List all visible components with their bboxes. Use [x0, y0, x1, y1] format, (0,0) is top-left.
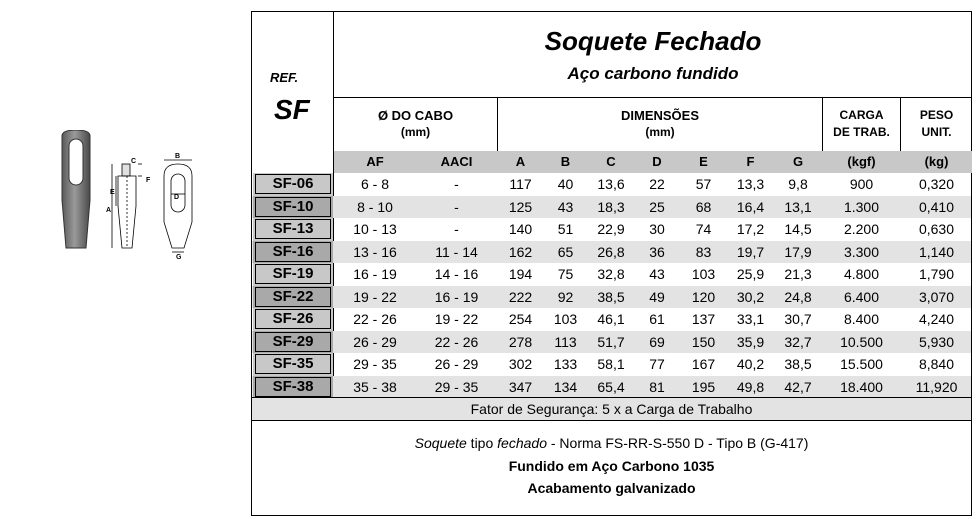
- cell-g: 13,1: [784, 198, 812, 215]
- cell-f: 40,2: [736, 356, 765, 372]
- cell-c: 65,4: [597, 378, 625, 395]
- row-ref-box: [255, 242, 331, 262]
- row-ref-box: [255, 332, 331, 352]
- cell-af: 29 - 35: [353, 356, 397, 372]
- socket-illustration: [46, 130, 206, 260]
- cell-b: 103: [553, 311, 578, 327]
- cell-b: 92: [557, 288, 574, 305]
- cell-f: 35,9: [736, 333, 765, 350]
- cell-e: 83: [695, 243, 712, 260]
- group-header-diameter-title: Ø DO CABO: [377, 108, 454, 123]
- group-header-weight-unit: UNIT.: [921, 125, 952, 139]
- socket-front-drawing: [164, 160, 192, 252]
- cell-e: 195: [691, 378, 716, 395]
- group-header-dimensions-unit: (mm): [645, 125, 675, 139]
- note-material: Fundido em Aço Carbono 1035: [508, 458, 715, 474]
- cell-d: 36: [649, 243, 665, 260]
- cell-weight: 5,930: [918, 333, 955, 350]
- column-header-e: E: [699, 154, 708, 169]
- cell-d: 49: [649, 288, 665, 305]
- cell-b: 65: [557, 243, 574, 260]
- page-subtitle: Aço carbono fundido: [567, 64, 739, 83]
- column-header-g: G: [792, 154, 804, 169]
- cell-af: 13 - 16: [353, 243, 397, 260]
- cell-g: 14,5: [784, 221, 812, 237]
- cell-e: 167: [691, 356, 716, 372]
- row-ref: SF-29: [253, 331, 333, 354]
- row-ref-box: [255, 354, 331, 374]
- cell-af: 10 - 13: [353, 221, 397, 237]
- group-header-load: [823, 98, 900, 150]
- cell-af: 26 - 29: [353, 333, 397, 350]
- row-ref: SF-35: [253, 353, 333, 376]
- row-ref-box: [255, 377, 331, 397]
- cell-d: 22: [649, 176, 665, 192]
- cell-af: 8 - 10: [357, 198, 393, 215]
- row-ref: SF-06: [253, 173, 333, 196]
- cell-aaci: 14 - 16: [434, 266, 479, 282]
- row-ref-box: [255, 287, 331, 307]
- cell-f: 30,2: [736, 288, 765, 305]
- cell-c: 22,9: [597, 221, 625, 237]
- cell-b: 40: [557, 176, 574, 192]
- cell-weight: 1,790: [918, 266, 955, 282]
- table-row: [252, 218, 971, 241]
- note-finish: Acabamento galvanizado: [527, 480, 696, 496]
- column-header-kgf: (kgf): [847, 154, 876, 169]
- table-row: [252, 173, 971, 196]
- cell-e: 103: [691, 266, 716, 282]
- illustration-label-b: B: [175, 153, 181, 160]
- cell-g: 30,7: [784, 311, 812, 327]
- cell-c: 26,8: [597, 243, 625, 260]
- cell-af: 22 - 26: [353, 311, 397, 327]
- cell-weight: 3,070: [918, 288, 955, 305]
- row-ref: SF-22: [253, 286, 333, 309]
- cell-load: 3.300: [843, 243, 880, 260]
- cell-weight: 11,920: [915, 378, 958, 395]
- cell-c: 13,6: [597, 176, 625, 192]
- column-header-f: F: [746, 154, 755, 169]
- cell-b: 113: [554, 333, 577, 350]
- group-header-diameter-unit: (mm): [400, 125, 431, 139]
- cell-g: 32,7: [784, 333, 812, 350]
- cell-f: 19,7: [736, 243, 765, 260]
- cell-a: 222: [508, 288, 533, 305]
- cell-load: 8.400: [843, 311, 880, 327]
- note-standard: [252, 435, 971, 451]
- group-header-load-unit: DE TRAB.: [833, 125, 890, 139]
- ref-value: SF: [274, 94, 310, 125]
- note-standard-text-a: tipo: [466, 435, 498, 451]
- cell-a: 347: [508, 378, 533, 395]
- column-header-c: C: [606, 154, 616, 169]
- table-row: [252, 263, 971, 286]
- cell-load: 4.800: [843, 266, 880, 282]
- ref-label: REF.: [270, 70, 299, 85]
- cell-aaci: 19 - 22: [434, 311, 479, 327]
- cell-c: 32,8: [597, 266, 625, 282]
- cell-g: 38,5: [784, 356, 812, 372]
- note-standard-type: fechado: [497, 435, 547, 451]
- table-row: [252, 353, 971, 376]
- cell-a: 162: [508, 243, 533, 260]
- cell-load: 15.500: [840, 356, 883, 372]
- cell-d: 61: [649, 311, 665, 327]
- cell-weight: 4,240: [918, 311, 955, 327]
- column-header-aaci: AACI: [440, 154, 473, 169]
- table-row: [252, 331, 971, 354]
- row-ref-box: [255, 264, 331, 284]
- table-row: [252, 196, 971, 219]
- cell-d: 77: [649, 356, 665, 372]
- cell-e: 137: [691, 311, 716, 327]
- notes-section: [252, 421, 971, 515]
- cell-g: 9,8: [788, 176, 808, 192]
- cell-a: 278: [508, 333, 533, 350]
- illustration-label-d: D: [174, 194, 180, 201]
- cell-c: 51,7: [597, 333, 625, 350]
- cell-b: 51: [557, 221, 574, 237]
- cell-weight: 0,410: [918, 198, 955, 215]
- cell-load: 6.400: [843, 288, 880, 305]
- cell-d: 81: [649, 378, 665, 395]
- cell-b: 43: [557, 198, 574, 215]
- cell-e: 120: [691, 288, 716, 305]
- cell-weight: 0,630: [918, 221, 955, 237]
- cell-f: 17,2: [736, 221, 765, 237]
- cell-af: 19 - 22: [353, 288, 397, 305]
- illustration-label-a: A: [106, 207, 112, 214]
- cell-e: 74: [695, 221, 712, 237]
- cell-a: 194: [508, 266, 533, 282]
- cell-e: 68: [695, 198, 712, 215]
- cell-f: 16,4: [736, 198, 765, 215]
- group-header-load-title: CARGA: [839, 108, 884, 122]
- group-header-dimensions-title: DIMENSÕES: [620, 108, 699, 123]
- illustration-label-c: C: [131, 158, 137, 165]
- table-row: [252, 286, 971, 309]
- group-header-dimensions: [498, 98, 822, 150]
- cell-aaci: 29 - 35: [434, 378, 479, 395]
- cell-e: 57: [695, 176, 712, 192]
- row-ref: SF-10: [253, 196, 333, 219]
- cell-aaci: -: [454, 176, 459, 192]
- spec-table: [251, 11, 972, 516]
- cell-load: 1.300: [843, 198, 880, 215]
- row-ref-box: [255, 309, 331, 329]
- illustration-label-g: G: [176, 254, 182, 260]
- cell-aaci: 22 - 26: [434, 333, 479, 350]
- column-header-d: D: [652, 154, 662, 169]
- cell-a: 302: [508, 356, 533, 372]
- cell-e: 150: [691, 333, 716, 350]
- cell-load: 2.200: [843, 221, 880, 237]
- cell-c: 58,1: [597, 356, 625, 372]
- cell-aaci: 16 - 19: [434, 288, 479, 305]
- socket-side-drawing: [112, 164, 142, 248]
- cell-af: 35 - 38: [353, 378, 397, 395]
- cell-d: 30: [649, 221, 665, 237]
- note-standard-text-b: - Norma FS-RR-S-550 D - Tipo B (G-417): [546, 435, 809, 451]
- cell-af: 16 - 19: [353, 266, 397, 282]
- cell-g: 17,9: [784, 243, 812, 260]
- row-ref: SF-38: [253, 376, 333, 399]
- column-header-kg: (kg): [924, 154, 949, 169]
- cell-aaci: 26 - 29: [434, 356, 479, 372]
- cell-aaci: -: [454, 221, 459, 237]
- group-header-weight-title: PESO: [919, 108, 954, 122]
- cell-a: 125: [508, 198, 533, 215]
- page-title: Soquete Fechado: [544, 26, 762, 56]
- cell-b: 133: [553, 356, 578, 372]
- cell-weight: 0,320: [918, 176, 955, 192]
- row-ref: SF-13: [253, 218, 333, 241]
- row-ref-box: [255, 219, 331, 239]
- cell-load: 18.400: [840, 378, 883, 395]
- cell-g: 21,3: [784, 266, 812, 282]
- group-header-diameter: [334, 98, 497, 150]
- cell-weight: 1,140: [918, 243, 955, 260]
- cell-g: 24,8: [784, 288, 812, 305]
- cell-d: 43: [649, 266, 665, 282]
- column-header-b: B: [560, 154, 571, 169]
- cell-af: 6 - 8: [360, 176, 389, 192]
- table-row: [252, 376, 971, 399]
- illustration-label-f: F: [146, 177, 151, 184]
- cell-aaci: -: [454, 198, 459, 215]
- cell-b: 75: [557, 266, 574, 282]
- cell-f: 13,3: [736, 176, 765, 192]
- column-header-a: A: [515, 154, 526, 169]
- cell-c: 46,1: [597, 311, 625, 327]
- cell-c: 18,3: [597, 198, 625, 215]
- note-standard-product: Soquete: [414, 435, 467, 451]
- column-header-af: AF: [366, 154, 384, 169]
- cell-f: 49,8: [736, 378, 765, 395]
- cell-weight: 8,840: [918, 356, 955, 372]
- row-ref-box: [255, 174, 331, 194]
- safety-factor-note: Fator de Segurança: 5 x a Carga de Trabalho: [252, 398, 971, 420]
- cell-d: 25: [649, 198, 665, 215]
- illustration-label-e: E: [110, 189, 115, 196]
- cell-a: 140: [508, 221, 533, 237]
- cell-a: 117: [509, 176, 532, 192]
- row-ref: SF-19: [253, 263, 333, 286]
- cell-aaci: 11 - 14: [435, 243, 478, 260]
- cell-f: 25,9: [736, 266, 765, 282]
- row-ref: SF-26: [253, 308, 333, 331]
- cell-load: 900: [849, 176, 874, 192]
- row-ref-box: [255, 197, 331, 217]
- table-row: [252, 241, 971, 264]
- cell-f: 33,1: [736, 311, 765, 327]
- cell-b: 134: [553, 378, 578, 395]
- table-row: [252, 308, 971, 331]
- cell-c: 38,5: [597, 288, 625, 305]
- socket-photo: [62, 130, 90, 248]
- cell-g: 42,7: [784, 378, 812, 395]
- cell-load: 10.500: [840, 333, 883, 350]
- cell-d: 69: [649, 333, 665, 350]
- group-header-weight: [901, 98, 972, 150]
- row-ref: SF-16: [253, 241, 333, 264]
- cell-a: 254: [508, 311, 533, 327]
